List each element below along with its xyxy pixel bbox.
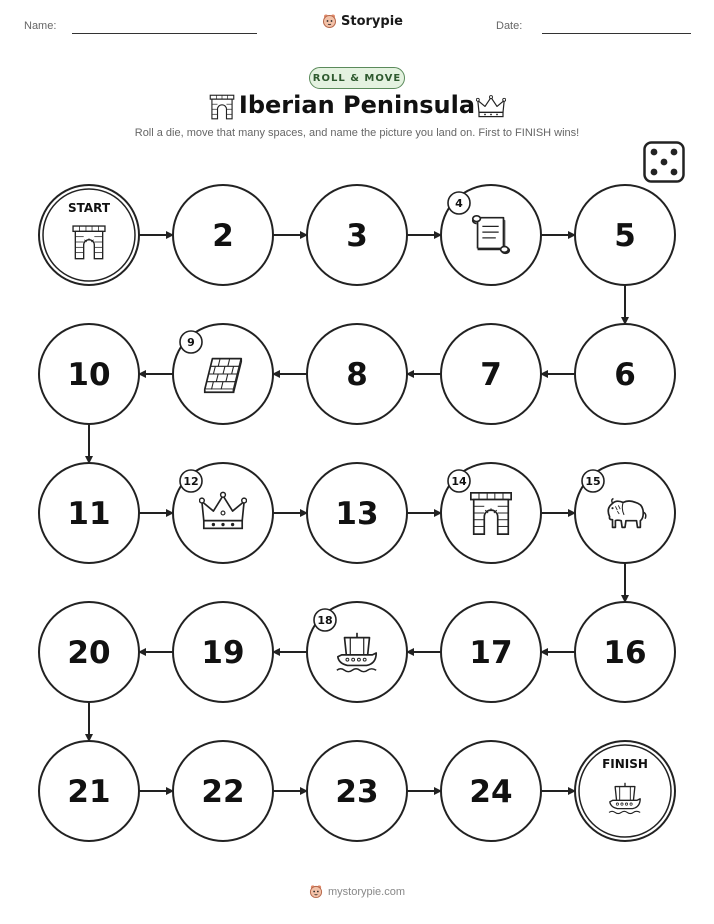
space-number-badge-text: 15 xyxy=(585,475,601,488)
board-space-16[interactable] xyxy=(575,602,675,702)
space-number: 11 xyxy=(67,496,111,532)
board-space-19[interactable] xyxy=(173,602,273,702)
board-space-11[interactable] xyxy=(39,463,139,563)
space-number: 5 xyxy=(614,218,636,254)
board-space-21[interactable] xyxy=(39,741,139,841)
space-number-badge-text: 18 xyxy=(317,614,333,627)
board-space-8[interactable] xyxy=(307,324,407,424)
name-label: Name: xyxy=(24,20,57,32)
space-number: 23 xyxy=(335,774,379,810)
space-number: 19 xyxy=(201,635,245,671)
board-space-10[interactable] xyxy=(39,324,139,424)
space-number: 13 xyxy=(335,496,379,532)
space-number: 20 xyxy=(67,635,111,671)
board-space-20[interactable] xyxy=(39,602,139,702)
board-space-6[interactable] xyxy=(575,324,675,424)
roll-and-move-badge: ROLL & MOVE xyxy=(309,67,405,89)
space-number: 17 xyxy=(469,635,513,671)
board-space-1[interactable] xyxy=(39,185,139,285)
finish-label: FINISH xyxy=(602,757,648,771)
start-label: START xyxy=(67,201,111,215)
board-space-22[interactable] xyxy=(173,741,273,841)
board-space-9[interactable] xyxy=(173,324,273,424)
board-space-15[interactable] xyxy=(575,463,675,563)
board-space-25[interactable] xyxy=(575,741,675,841)
instructions: Roll a die, move that many spaces, and name the picture you land on. First to FINISH wins! xyxy=(134,127,580,139)
board-space-2[interactable] xyxy=(173,185,273,285)
scroll-icon xyxy=(473,216,509,253)
board-space-4[interactable] xyxy=(441,185,541,285)
space-number: 2 xyxy=(212,218,234,254)
board-space-12[interactable] xyxy=(173,463,273,563)
space-number-badge xyxy=(448,192,470,214)
board-space-23[interactable] xyxy=(307,741,407,841)
space-number-badge-text: 9 xyxy=(187,336,195,349)
board-space-14[interactable] xyxy=(441,463,541,563)
board-space-7[interactable] xyxy=(441,324,541,424)
space-number: 22 xyxy=(201,774,245,810)
footer-url[interactable]: mystorypie.com xyxy=(327,885,406,898)
space-number-badge-text: 4 xyxy=(455,197,463,210)
space-number: 8 xyxy=(346,357,368,393)
storypie-mascot-icon xyxy=(309,884,323,899)
board-space-18[interactable] xyxy=(307,602,407,702)
board-space-5[interactable] xyxy=(575,185,675,285)
space-number-badge-text: 14 xyxy=(451,475,467,488)
brand-name: Storypie xyxy=(341,13,403,29)
space-number: 10 xyxy=(67,357,111,393)
board-space-24[interactable] xyxy=(441,741,541,841)
page-title: Iberian Peninsula xyxy=(238,91,476,119)
space-number: 6 xyxy=(614,357,636,393)
space-number-badge-text: 12 xyxy=(183,475,199,488)
space-number-badge xyxy=(582,470,604,492)
date-label: Date: xyxy=(496,20,523,32)
space-number-badge xyxy=(180,470,202,492)
space-number: 24 xyxy=(469,774,513,810)
space-number: 3 xyxy=(346,218,368,254)
board-space-13[interactable] xyxy=(307,463,407,563)
board-space-3[interactable] xyxy=(307,185,407,285)
space-number-badge xyxy=(448,470,470,492)
space-number-badge xyxy=(314,609,336,631)
space-number: 7 xyxy=(480,357,502,393)
board-space-17[interactable] xyxy=(441,602,541,702)
space-number: 16 xyxy=(603,635,647,671)
footer xyxy=(0,884,714,899)
space-number-badge xyxy=(180,331,202,353)
space-number: 21 xyxy=(67,774,111,810)
